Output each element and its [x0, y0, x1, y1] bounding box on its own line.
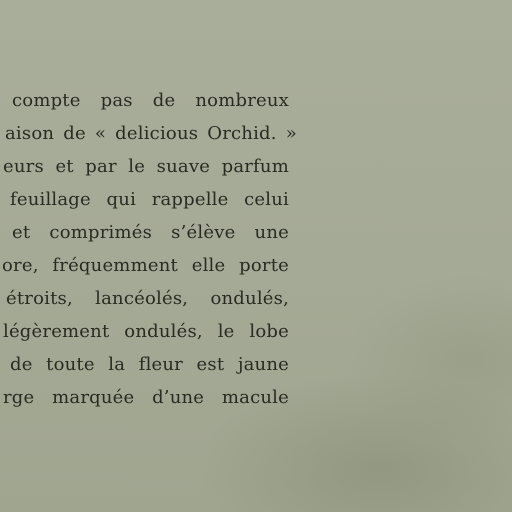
text-line: étroits, lancéolés, ondulés,: [6, 288, 289, 309]
text-line: compte pas de nombreux: [12, 90, 289, 111]
text-line: de toute la fleur est jaune: [10, 354, 289, 375]
body-text: [0, 84, 297, 414]
text-line: rge marquée d’une macule: [3, 387, 289, 408]
text-line: feuillage qui rappelle celui: [10, 189, 289, 210]
text-line: aison de « delicious Orchid. »: [5, 123, 297, 144]
text-line: et comprimés s’élève une: [12, 222, 289, 243]
text-line: légèrement ondulés, le lobe: [3, 321, 289, 342]
text-line: ore, fréquemment elle porte: [2, 255, 289, 276]
text-line: eurs et par le suave parfum: [3, 156, 289, 177]
